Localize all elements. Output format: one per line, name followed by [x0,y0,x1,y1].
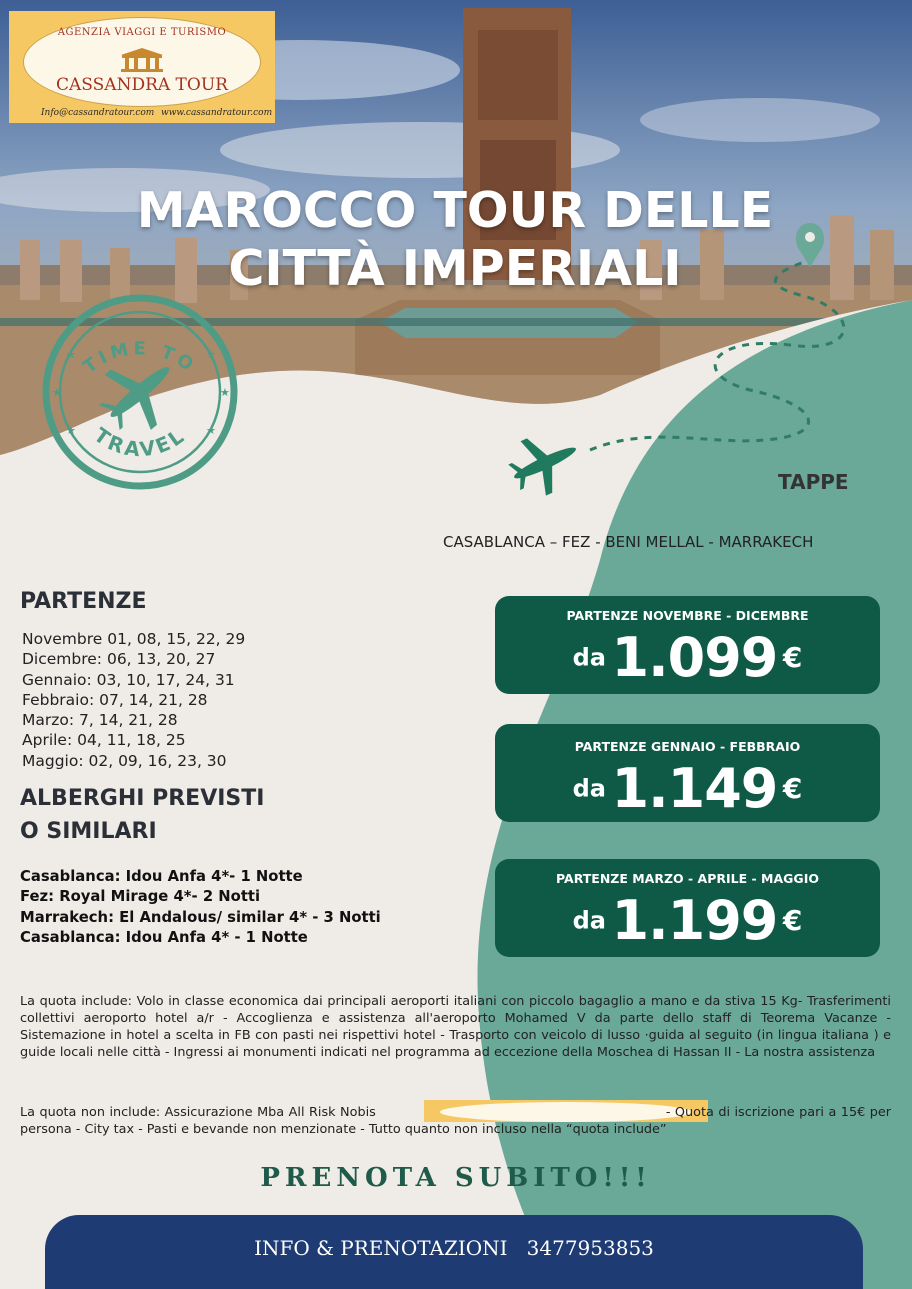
price-box-gen-feb [495,724,880,822]
quota-non-include-part: - Quota di iscrizione pari a 15€ per persona - City tax - Pasti e bevande non menzionate - Tutto quanto non incluso nella “quota include” [20,1105,891,1137]
svg-text:★: ★ [220,386,230,399]
hotels-heading-line: O SIMILARI [20,819,157,844]
partenze-heading: PARTENZE [20,589,147,614]
price-value: da 1.149 € [572,757,803,820]
svg-text:★: ★ [206,424,216,437]
logo-tagline: AGENZIA VIAGGI E TURISMO [57,27,227,38]
svg-text:★: ★ [52,386,62,399]
price-value: da 1.099 € [572,626,803,689]
list-item: Novembre 01, 08, 15, 22, 29 [22,630,246,648]
list-item: Maggio: 02, 09, 16, 23, 30 [22,751,227,770]
price-label: PARTENZE MARZO - APRILE - MAGGIO [556,871,819,886]
departure-dates-list [22,629,245,771]
list-item: Aprile: 04, 11, 18, 25 [22,731,186,750]
list-item: Fez: Royal Mirage 4*- 2 Notti [20,888,261,906]
list-item: Marrakech: El Andalous/ similar 4* - 3 Notti [20,908,381,926]
agency-logo [9,11,275,123]
page-title: MAROCCO TOUR DELLE CITTÀ IMPERIALI [136,182,774,297]
tappe-heading: TAPPE [778,470,849,494]
logo-email[interactable]: Info@cassandratour.com [41,108,155,118]
svg-text:★: ★ [66,424,76,437]
price-label: PARTENZE GENNAIO - FEBBRAIO [574,739,801,754]
price-value: da 1.199 € [572,889,803,952]
quota-non-include-text [20,1104,891,1138]
svg-text:★: ★ [66,348,76,361]
info-contact-bar[interactable] [45,1215,863,1289]
list-item: Casablanca: Idou Anfa 4*- 1 Notte [20,868,303,885]
price-box-mar-mag [495,859,880,957]
stamp-top-text: TIME TO [79,338,201,378]
svg-text:★: ★ [206,348,216,361]
airplane-icon [502,421,589,504]
list-item: Dicembre: 06, 13, 20, 27 [22,650,216,669]
hotels-list [20,867,381,949]
list-item: Febbraio: 07, 14, 21, 28 [22,690,208,709]
location-pin-icon [796,223,824,267]
book-now-cta[interactable]: PRENOTA SUBITO!!! [260,1163,652,1193]
list-item: Marzo: 7, 14, 21, 28 [22,711,178,730]
price-label: PARTENZE NOVEMBRE - DICEMBRE [566,608,809,623]
travel-stamp [30,292,250,492]
temple-icon [119,47,165,73]
quota-non-include-part: La quota non include: Assicurazione Mba All Risk Nobis [20,1105,376,1120]
tappe-route: CASABLANCA – FEZ - BENI MELLAL - MARRAKECH [443,533,814,551]
price-box-nov-dec [495,596,880,694]
list-item: Casablanca: Idou Anfa 4* - 1 Notte [20,929,308,947]
info-phone[interactable]: INFO & PRENOTAZIONI 3477953853 [254,1236,654,1260]
hotels-heading [20,782,264,848]
route-path-decoration [500,215,912,505]
stamp-bottom-text: TRAVEL [89,422,191,462]
quota-include-text: La quota include: Volo in classe economica dai principali aeroporti italiani con piccolo bagaglio a mano e da stiva 15 Kg- Trasferimenti collettivi aeroporto hotel a/r - Accoglienza e assistenza all'aeroporto Mohamed V da parte dello staff di Teorema Vacanze - Sistemazione in hotel a scelta in FB con pasti nei rispettivi hotel - Trasporto con veicolo di lusso ·guida al seguito (in lingua italiana ) e guide locali nelle città - Ingressi ai monumenti indicati nel programma ad eccezione della Moschea di Hassan II - La nostra assistenza [20,994,891,1060]
logo-name: CASSANDRA TOUR [56,75,228,95]
hotels-heading-line: ALBERGHI PREVISTI [20,786,265,811]
logo-website[interactable]: www.cassandratour.com [161,108,273,118]
list-item: Gennaio: 03, 10, 17, 24, 31 [22,670,235,689]
